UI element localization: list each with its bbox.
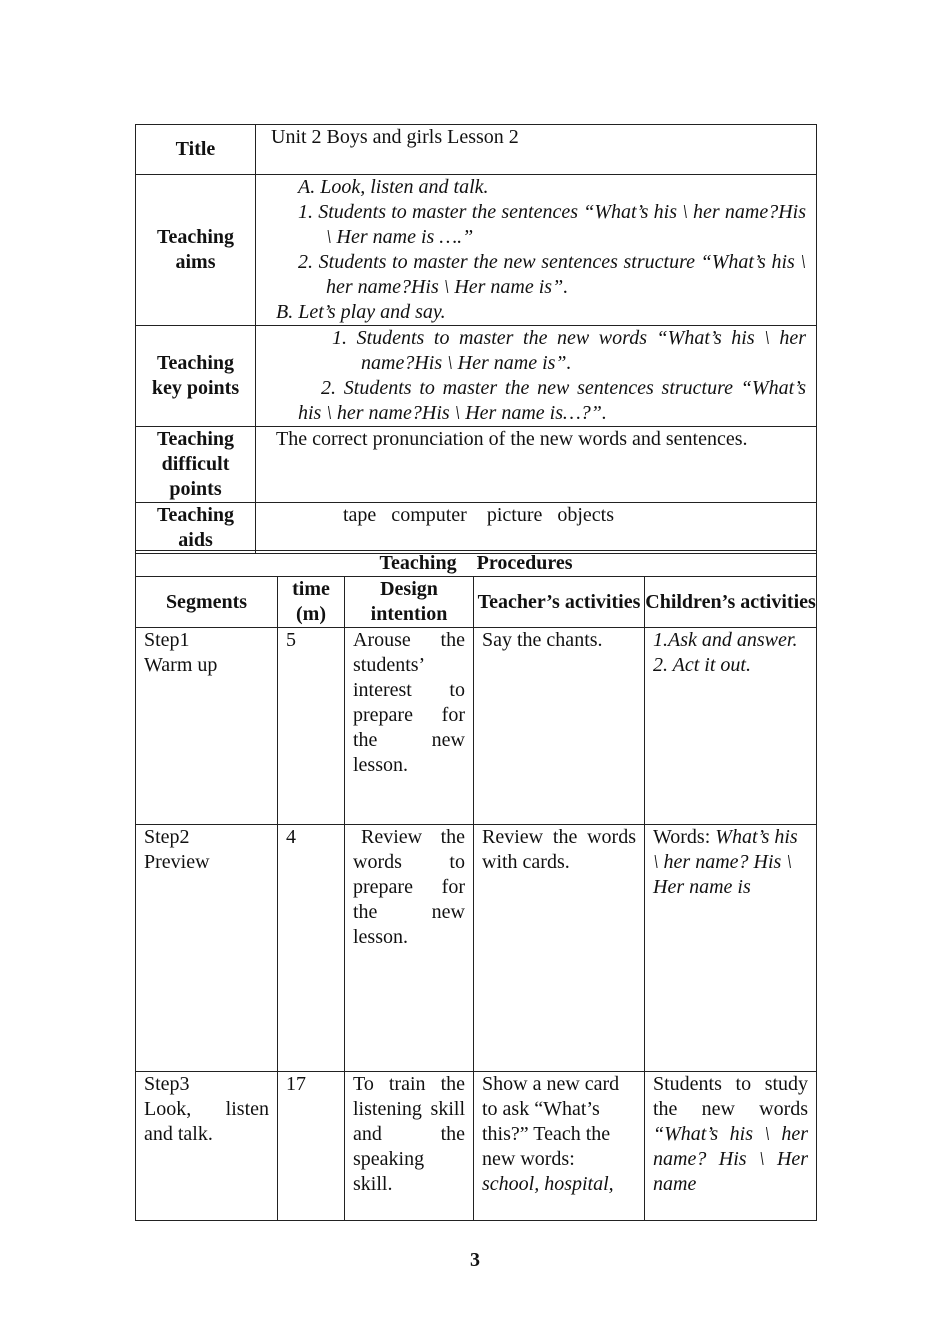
lesson-info-table [135, 124, 817, 554]
col-segments: Segments [136, 577, 278, 628]
children-prefix: Words: [653, 826, 716, 848]
aims-content [256, 175, 817, 326]
step-label: Step1 [144, 629, 190, 651]
teacher-cell: Say the chants. [474, 628, 645, 825]
aim-b: B. Let’s play and say. [276, 301, 446, 323]
teacher-cell: Review the words with cards. [474, 825, 645, 1072]
key-point-2: 2. Students to master the new sentences structure “What’s his \ her name?His \ Her name is…?”. [298, 377, 806, 424]
aim-a2: 2. Students to master the new sentences structure “What’s his \ her name?His \ Her name is”. [298, 251, 806, 298]
design-cell: Arouse the students’ interest to prepare for the new lesson. [345, 628, 474, 825]
segment-cell [136, 825, 278, 1072]
col-children: Children’s activities [645, 577, 817, 628]
col-time: time (m) [278, 577, 345, 628]
children-cell [645, 1072, 817, 1221]
children-cell [645, 825, 817, 1072]
procedures-heading: Teaching Procedures [136, 551, 817, 577]
children-words: “What’s his \ her name? His \ Her name [653, 1123, 809, 1195]
children-prefix: Students to study the new words [653, 1073, 809, 1120]
aim-a1: 1. Students to master the sentences “What’s his \ her name?His \ Her name is ….” [298, 201, 806, 248]
key-points-label: Teaching key points [136, 326, 256, 427]
children-cell [645, 628, 817, 825]
step-name: Preview [144, 851, 210, 873]
title-value: Unit 2 Boys and girls Lesson 2 [256, 125, 817, 175]
title-label: Title [136, 125, 256, 175]
step-name: Warm up [144, 654, 218, 676]
design-cell: Review the words to prepare for the new lesson. [345, 825, 474, 1072]
table-row [136, 1072, 817, 1221]
children-words: What’s his \ her name? His \ Her name is [653, 826, 798, 898]
table-row [136, 825, 817, 1072]
step-name: Look, listen and talk. [144, 1098, 269, 1145]
time-cell: 4 [278, 825, 345, 1072]
segment-cell [136, 628, 278, 825]
aims-label: Teaching aims [136, 175, 256, 326]
table-row [136, 628, 817, 825]
time-cell: 5 [278, 628, 345, 825]
teacher-cell [474, 1072, 645, 1221]
children-activity-2: 2. Act it out. [653, 654, 751, 676]
time-cell: 17 [278, 1072, 345, 1221]
aids-value: tape computer picture objects [256, 503, 817, 554]
design-cell: To train the listening skill and the speaking skill. [345, 1072, 474, 1221]
children-activity-1: 1.Ask and answer. [653, 629, 798, 651]
step-label: Step3 [144, 1073, 190, 1095]
page-number: 3 [470, 1249, 480, 1271]
key-point-1: 1. Students to master the new words “What’s his \ her name?His \ Her name is”. [332, 327, 806, 374]
col-design: Design intention [345, 577, 474, 628]
col-teacher: Teacher’s activities [474, 577, 645, 628]
teacher-text: Show a new card to ask “What’s this?” Teach the new words: [482, 1073, 620, 1170]
procedures-table [135, 550, 817, 1221]
difficult-points-label: Teaching difficult points [136, 427, 256, 503]
difficult-points-value: The correct pronunciation of the new words and sentences. [256, 427, 817, 503]
key-points-content [256, 326, 817, 427]
step-label: Step2 [144, 826, 190, 848]
aids-label: Teaching aids [136, 503, 256, 554]
aim-a: A. Look, listen and talk. [298, 176, 489, 198]
teacher-new-words: school, hospital, [482, 1173, 614, 1195]
segment-cell [136, 1072, 278, 1221]
